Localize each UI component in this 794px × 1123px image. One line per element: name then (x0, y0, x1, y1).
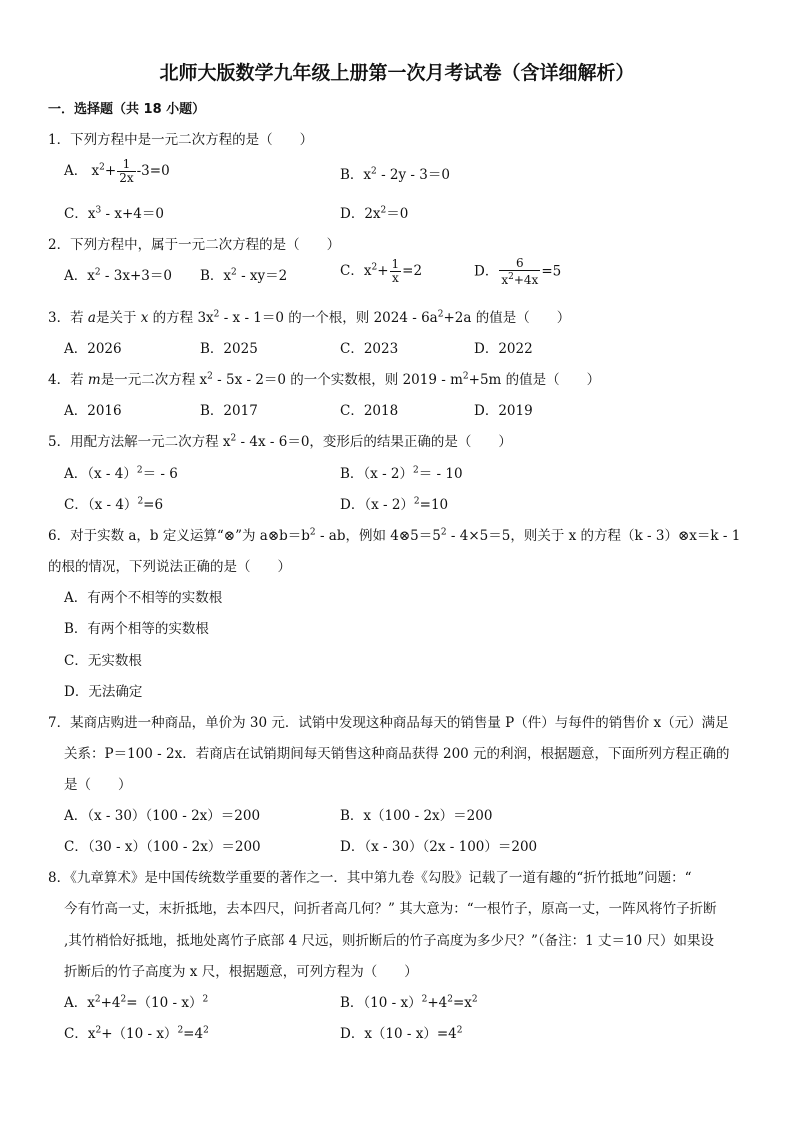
question-4-option-b[interactable]: B．2017 (200, 403, 258, 419)
question-6-option-a[interactable]: A．有两个不相等的实数根 (64, 590, 223, 606)
option-text: + (104, 163, 117, 179)
question-3-option-c[interactable]: C．2023 (340, 341, 399, 357)
question-2-stem: 2．下列方程中，属于一元二次方程的是（ ） (48, 237, 341, 253)
question-5-option-c[interactable]: C．（x - 4）$^2$=6 (64, 496, 164, 513)
question-7-option-c[interactable]: C．（30 - x）（100 - 2x）＝200 (64, 839, 261, 855)
fraction: $\frac{1}{2x}$ (119, 157, 134, 185)
question-1-stem: 1．下列方程中是一元二次方程的是（ ） (48, 132, 314, 148)
question-4-option-d[interactable]: D．2019 (474, 403, 533, 419)
question-8-stem-line-1: 8．《九章算术》是中国传统数学重要的著作之一．其中第九卷《勾股》记载了一道有趣的“折竹抵地”问题：“ (48, 870, 692, 886)
question-1-option-c[interactable]: C．$x^3 - x+4=0$ (64, 205, 164, 222)
question-6-option-b[interactable]: B．有两个相等的实数根 (64, 621, 209, 637)
question-8-option-a[interactable]: A．$x^2+4^2=(10 - x)^2$ (64, 994, 209, 1011)
question-3-option-b[interactable]: B．2025 (200, 341, 258, 357)
section-heading: 一．选择题（共 18 小题） (48, 102, 206, 117)
fraction: $\frac{1}{x}$ (391, 257, 400, 285)
question-7-stem-line-2: 关系：P＝100 - 2x．若商店在试销期间每天销售这种商品获得 200 元的利润，根据题意，下面所列方程正确的 (64, 746, 730, 762)
question-8-stem-line-2: 今有竹高一丈，末折抵地，去本四尺，问折者高几何？” 其大意为：“一根竹子，原高一丈，一阵风将竹子折断 (64, 901, 717, 917)
question-3-option-d[interactable]: D．2022 (474, 341, 533, 357)
question-4-option-a[interactable]: A．2016 (64, 403, 122, 419)
page-title: 北师大版数学九年级上册第一次月考试卷（含详细解析） (159, 62, 635, 84)
question-2-option-a[interactable]: A．$x^2 - 3x+3=0$ (64, 267, 172, 284)
question-1-option-a[interactable] (64, 158, 170, 185)
fraction: $\frac{6}{x^2+4x}$ (501, 256, 539, 287)
option-text: -3=0 (136, 163, 170, 179)
question-3-option-a[interactable]: A．2026 (64, 341, 122, 357)
question-6-option-c[interactable]: C．无实数根 (64, 653, 142, 669)
question-2-option-d[interactable]: D． $\frac{6}{x^2+4x}$ =5 (474, 256, 562, 287)
question-5-option-a[interactable]: A．（x - 4）$^2$＝ - 6 (64, 465, 178, 482)
question-6-stem-line-2: 的根的情况，下列说法正确的是（ ） (48, 559, 291, 575)
question-8-option-c[interactable]: C．$x^2+(10 - x)^2=4^2$ (64, 1025, 209, 1042)
question-5-option-b[interactable]: B．（x - 2）$^2$＝ - 10 (340, 465, 463, 482)
question-4-option-c[interactable]: C．2018 (340, 403, 399, 419)
question-4-stem: 4．若 m是一元二次方程 $x^2 - 5x - 2=0$ 的一个实数根，则 $2019 - m^2+5m$ 的值是（ ） (48, 371, 601, 388)
question-2-option-b[interactable]: B．$x^2 - xy=2$ (200, 267, 288, 284)
question-7-stem-line-1: 7．某商店购进一种商品，单价为 30 元．试销中发现这种商品每天的销售量 P（件）与每件的销售价 x（元）满足 (48, 715, 729, 731)
option-text: x (91, 163, 100, 179)
question-7-option-d[interactable]: D．（x - 30）（2x - 100）＝200 (340, 839, 538, 855)
question-5-stem: 5．用配方法解一元二次方程 $x^2 - 4x - 6=0$，变形后的结果正确的是（ ） (48, 433, 512, 450)
question-3-stem: 3．若 a是关于 x 的方程 $3x^2 - x - 1=0$ 的一个根，则 $2024 - 6a^2+2a$ 的值是（ ） (48, 309, 571, 326)
question-8-option-b[interactable]: B．$(10 - x)^2+4^2=x^2$ (340, 994, 478, 1011)
question-6-stem-line-1: 6．对于实数 a，b 定义运算“⊗”为 $a\otimes b=b^2$ - ab，例如 $4\otimes 5=5^2 - 4\times 5=5$，则关于 x 的方程（k - 3）⊗x＝k - 1 (48, 527, 741, 544)
question-2-option-c[interactable]: C．$x^2+$ $\frac{1}{x}$ =2 (340, 257, 423, 285)
question-8-option-d[interactable]: D．$x(10 - x)=4^2$ (340, 1025, 463, 1042)
question-5-option-d[interactable]: D．（x - 2）$^2$=10 (340, 496, 449, 513)
question-7-option-b[interactable]: B．x（100 - 2x）＝200 (340, 808, 493, 824)
question-1-option-b[interactable]: B．$x^2 - 2y - 3=0$ (340, 166, 450, 183)
question-7-option-a[interactable]: A．（x - 30）（100 - 2x）＝200 (64, 808, 261, 824)
question-8-stem-line-4: 折断后的竹子高度为 x 尺，根据题意，可列方程为（ ） (64, 964, 418, 980)
exponent: 2 (99, 162, 105, 173)
option-label: A． (64, 163, 88, 179)
question-1-option-d[interactable]: D．$2x^2=0$ (340, 205, 409, 222)
question-6-option-d[interactable]: D．无法确定 (64, 684, 143, 700)
question-7-stem-line-3: 是（ ） (64, 777, 132, 793)
question-8-stem-line-3: ,其竹梢恰好抵地，抵地处离竹子底部 4 尺远，则折断后的竹子高度为多少尺？”（备注：1 丈＝10 尺）如果设 (64, 933, 714, 949)
